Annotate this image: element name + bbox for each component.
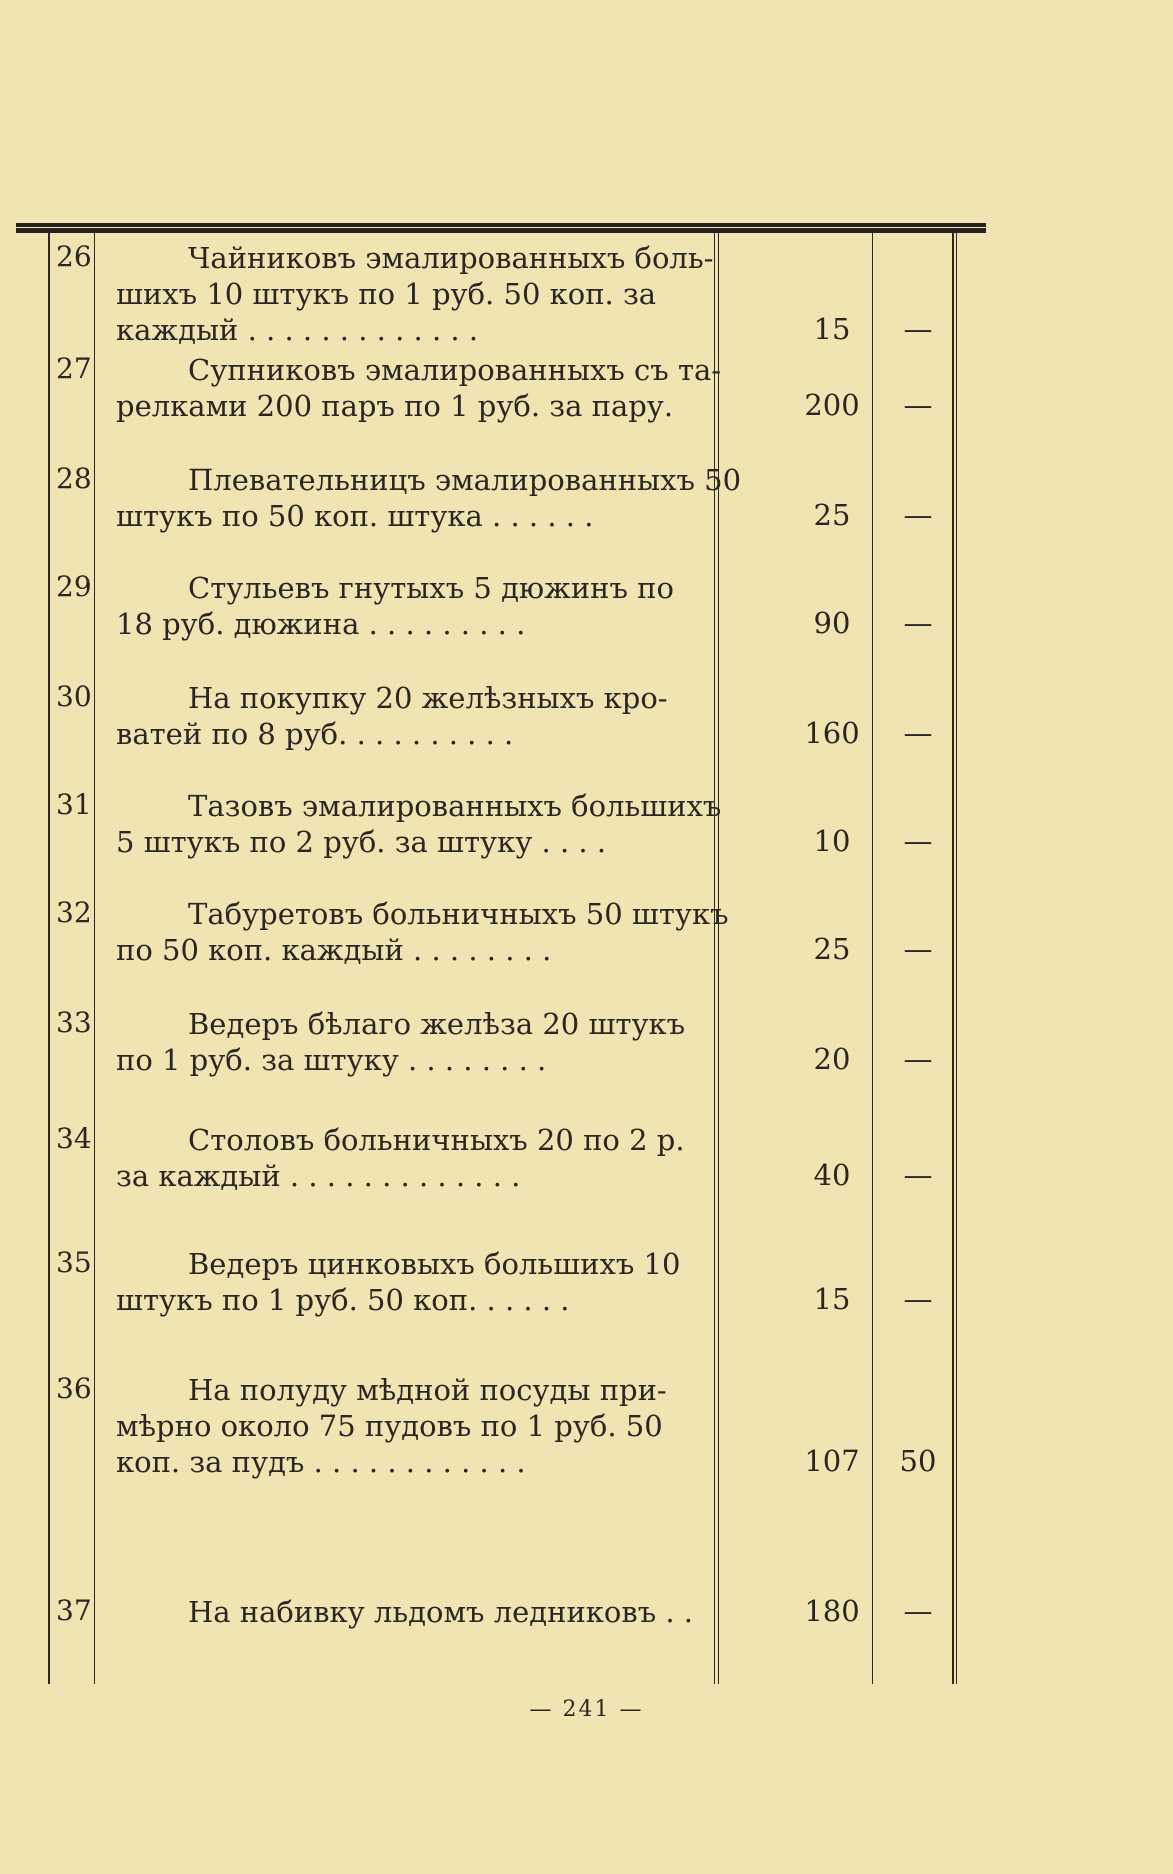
row-description: [116, 1122, 744, 1194]
row-description: [116, 1246, 744, 1318]
amount-rubles: 15: [813, 312, 851, 346]
row-number: 28: [56, 462, 92, 495]
amount-rubles: 40: [813, 1158, 851, 1192]
description-line: по 1 руб. за штуку . . . . . . . .: [116, 1043, 547, 1077]
description-line: 5 штукъ по 2 руб. за штуку . . . .: [116, 825, 607, 859]
page-number: — 241 —: [529, 1697, 644, 1722]
description-line: мѣрно около 75 пудовъ по 1 руб. 50: [116, 1409, 663, 1443]
description-line: На полуду мѣдной посуды при-: [188, 1373, 667, 1407]
row-description: [116, 788, 744, 860]
row-number: 34: [56, 1122, 92, 1155]
description-line: коп. за пудъ . . . . . . . . . . . .: [116, 1445, 526, 1479]
row-number: 33: [56, 1006, 92, 1039]
row-number: 36: [56, 1372, 92, 1405]
amount-rubles: 160: [804, 716, 860, 750]
amount-kopecks: —: [903, 716, 933, 750]
amount-kopecks: —: [903, 1282, 933, 1316]
description-line: На покупку 20 желѣзныхъ кро-: [188, 681, 668, 715]
amount-rubles: 20: [813, 1042, 851, 1076]
amount-kopecks: —: [903, 932, 933, 966]
amount-rubles: 200: [804, 388, 860, 422]
amount-kopecks: —: [903, 1158, 933, 1192]
row-number: 37: [56, 1594, 92, 1627]
description-line: по 50 коп. каждый . . . . . . . .: [116, 933, 552, 967]
amount-kopecks: —: [903, 606, 933, 640]
description-line: Тазовъ эмалированныхъ большихъ: [188, 789, 722, 823]
amount-rubles: 90: [813, 606, 851, 640]
amount-kopecks: —: [903, 388, 933, 422]
description-line: 18 руб. дюжина . . . . . . . . .: [116, 607, 526, 641]
description-line: Ведеръ цинковыхъ большихъ 10: [188, 1247, 681, 1281]
amount-rubles: 25: [813, 932, 851, 966]
amount-rubles: 107: [804, 1444, 860, 1478]
description-line: Чайниковъ эмалированныхъ боль-: [188, 241, 714, 275]
column-rule-number: [94, 233, 95, 1684]
description-line: релками 200 паръ по 1 руб. за пару.: [116, 389, 674, 423]
row-description: [116, 1372, 744, 1480]
amount-kopecks: —: [903, 1594, 933, 1628]
amount-kopecks: —: [903, 312, 933, 346]
amount-rubles: 15: [813, 1282, 851, 1316]
description-line: Ведеръ бѣлаго желѣза 20 штукъ: [188, 1007, 686, 1041]
row-number: 29: [56, 570, 92, 603]
description-line: Табуретовъ больничныхъ 50 штукъ: [188, 897, 729, 931]
amount-kopecks: —: [903, 498, 933, 532]
row-description: [116, 570, 744, 642]
row-description: [116, 680, 744, 752]
row-number: 30: [56, 680, 92, 713]
amount-rubles: 180: [804, 1594, 860, 1628]
amount-rubles: 25: [813, 498, 851, 532]
column-rule-left: [48, 233, 50, 1684]
row-number: 31: [56, 788, 92, 821]
row-number: 35: [56, 1246, 92, 1279]
description-line: за каждый . . . . . . . . . . . . .: [116, 1159, 521, 1193]
row-description: [116, 896, 744, 968]
description-line: каждый . . . . . . . . . . . . .: [116, 313, 479, 347]
row-description: [116, 352, 744, 424]
description-line: штукъ по 1 руб. 50 коп. . . . . .: [116, 1283, 570, 1317]
description-line: ватей по 8 руб. . . . . . . . . .: [116, 717, 514, 751]
description-line: Столовъ больничныхъ 20 по 2 р.: [188, 1123, 685, 1157]
amount-kopecks: —: [903, 824, 933, 858]
description-line: Плевательницъ эмалированныхъ 50: [188, 463, 742, 497]
amount-kopecks: 50: [899, 1444, 937, 1478]
table-top-rule: [16, 223, 986, 233]
amount-kopecks: —: [903, 1042, 933, 1076]
description-line: Стульевъ гнутыхъ 5 дюжинъ по: [188, 571, 674, 605]
row-number: 32: [56, 896, 92, 929]
row-number: 26: [56, 240, 92, 273]
row-number: 27: [56, 352, 92, 385]
description-line: шихъ 10 штукъ по 1 руб. 50 коп. за: [116, 277, 657, 311]
description-line: На набивку льдомъ ледниковъ . .: [188, 1595, 694, 1629]
row-description: [116, 462, 744, 534]
description-line: Супниковъ эмалированныхъ съ та-: [188, 353, 722, 387]
amount-rubles: 10: [813, 824, 851, 858]
row-description: [116, 1594, 744, 1630]
row-description: [116, 240, 744, 348]
row-description: [116, 1006, 744, 1078]
description-line: штукъ по 50 коп. штука . . . . . .: [116, 499, 594, 533]
